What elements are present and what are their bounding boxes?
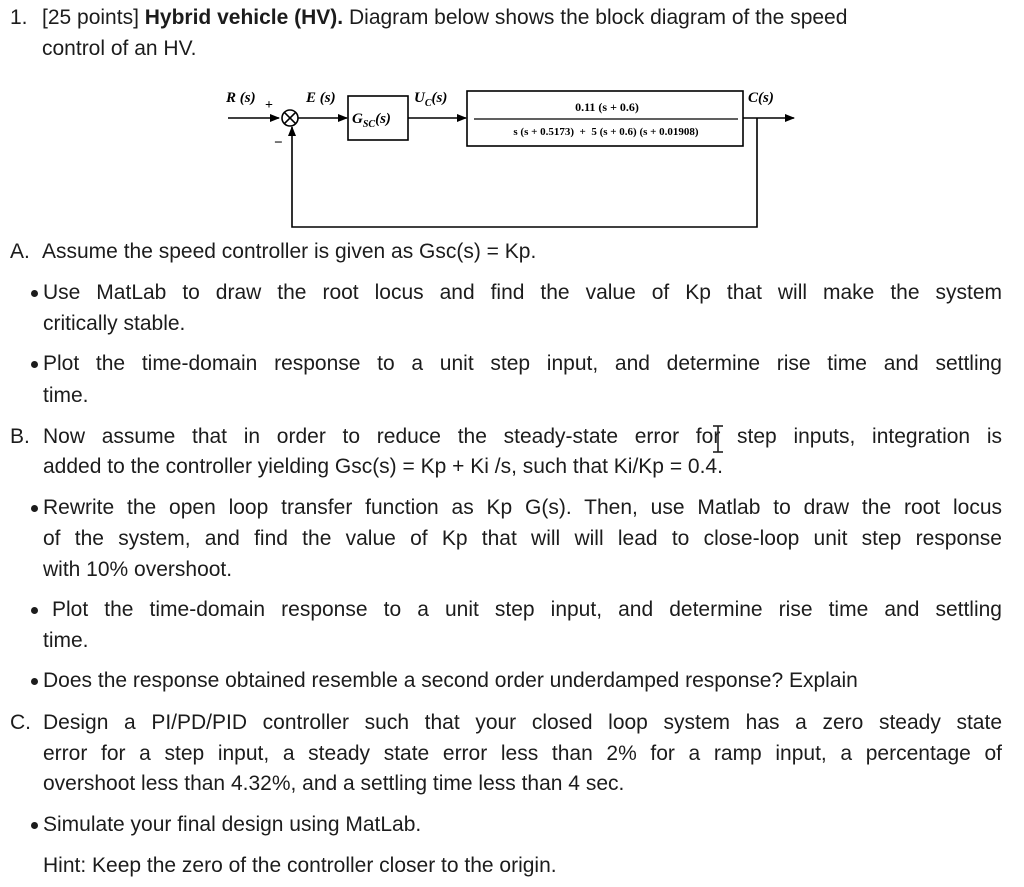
part-b-bullet-3-line-1: Does the response obtained resemble a second order underdamped response? Explain <box>43 669 858 692</box>
part-c-line-1: Design a PI/PD/PID controller such that your closed loop system has a zero steady state <box>43 711 1002 734</box>
input-label: R (s) <box>226 90 256 106</box>
problem-intro: Diagram below shows the block diagram of the speed <box>348 6 848 29</box>
problem-points: [25 points] <box>42 6 139 29</box>
block-diagram <box>0 75 1024 235</box>
part-b-bullet-1-line-1: Rewrite the open loop transfer function as Kp G(s). Then, use Matlab to draw the root locus <box>43 496 1002 519</box>
plant-numerator: 0.11 (s + 0.6) <box>575 100 639 114</box>
problem-intro-continued: control of an HV. <box>42 37 197 60</box>
part-a-bullet-1-line-1: Use MatLab to draw the root locus and find the value of Kp that will make the system <box>43 281 1002 304</box>
part-b-bullet-2-line-2: time. <box>43 629 89 652</box>
problem-title: Hybrid vehicle (HV). <box>144 6 344 29</box>
part-b-letter: B. <box>10 425 30 448</box>
bullet-dot <box>31 822 38 829</box>
part-b-line-1: Now assume that in order to reduce the steady-state error for step inputs, integration is <box>43 425 1002 448</box>
bullet-dot <box>31 678 38 685</box>
bullet-dot <box>31 607 38 614</box>
part-b-line-2: added to the controller yielding Gsc(s) = Kp + Ki /s, such that Ki/Kp = 0.4. <box>43 455 723 478</box>
part-a-bullet-1-line-2: critically stable. <box>43 312 186 335</box>
error-label: E (s) <box>306 90 336 106</box>
bullet-dot <box>31 290 38 297</box>
part-a-bullet-2-line-2: time. <box>43 384 89 407</box>
part-c-bullet-1-line-1: Simulate your final design using MatLab. <box>43 813 422 836</box>
problem-number: 1. <box>10 6 28 29</box>
part-c-letter: C. <box>10 711 31 734</box>
control-label: $U_C(s)$ <box>414 90 448 109</box>
plant-denominator: s (s + 0.5173) + 5 (s + 0.6) (s + 0.01908) <box>513 126 699 138</box>
part-b-bullet-2-line-1: Plot the time-domain response to a unit step input, and determine rise time and settling <box>52 598 1002 621</box>
part-a-text: Assume the speed controller is given as Gsc(s) = Kp. <box>42 240 537 263</box>
part-c-line-3: overshoot less than 4.32%, and a settling time less than 4 sec. <box>43 772 625 795</box>
summing-junction <box>282 110 298 126</box>
part-a-bullet-2-line-1: Plot the time-domain response to a unit step input, and determine rise time and settling <box>43 352 1002 375</box>
hint-text: Hint: Keep the zero of the controller closer to the origin. <box>43 854 557 877</box>
problem-header <box>42 5 847 31</box>
output-label: C(s) <box>748 90 774 106</box>
part-b-bullet-1-line-3: with 10% overshoot. <box>43 558 233 581</box>
bullet-dot <box>31 361 38 368</box>
text-cursor-icon <box>712 424 724 454</box>
part-b-bullet-1-line-2: of the system, and find the value of Kp that will will lead to close-loop unit step response <box>43 527 1002 550</box>
plus-sign: + <box>265 98 273 113</box>
part-a-letter: A. <box>10 240 30 263</box>
minus-sign: − <box>274 135 283 151</box>
bullet-dot <box>31 505 38 512</box>
part-c-line-2: error for a step input, a steady state error less than 2% for a ramp input, a percentage of <box>43 742 1002 765</box>
controller-label: $G_{SC}(s)$ <box>352 111 391 130</box>
